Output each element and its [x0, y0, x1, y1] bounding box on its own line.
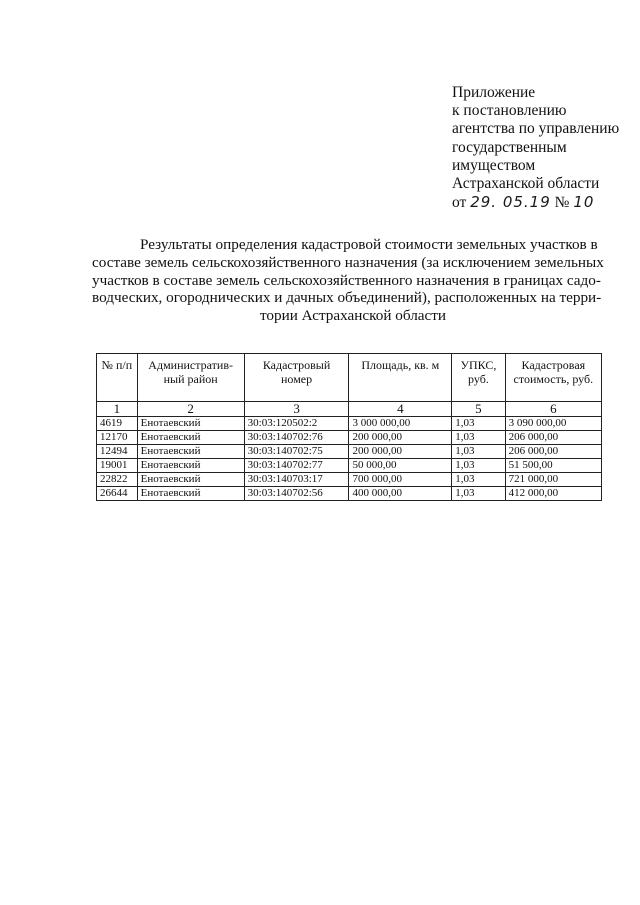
cadastral-value-table — [96, 353, 602, 501]
table-row — [97, 417, 602, 431]
column-number-row — [97, 402, 602, 417]
number-prefix: № — [554, 194, 570, 212]
cell-index: 26644 — [97, 487, 138, 501]
header-cadastral-number: Кадастровый номер — [244, 354, 349, 402]
header-upks: УПКС, руб. — [452, 354, 505, 402]
appendix-line: Астраханской области — [452, 175, 600, 193]
cell-cadastral-number: 30:03:120502:2 — [244, 417, 349, 431]
table-row — [97, 487, 602, 501]
cell-cadastral-value: 721 000,00 — [505, 473, 601, 487]
cell-index: 4619 — [97, 417, 138, 431]
document-title — [92, 236, 614, 325]
title-line: водческих, огороднических и дачных объединений), расположенных на терри- — [92, 289, 602, 307]
cell-upks: 1,03 — [452, 459, 505, 473]
date-prefix: от — [452, 194, 467, 212]
cell-area: 3 000 000,00 — [349, 417, 452, 431]
title-line: составе земель сельскохозяйственного назначения (за исключением земельных — [92, 253, 604, 271]
cell-cadastral-number: 30:03:140702:75 — [244, 445, 349, 459]
cell-cadastral-value: 206 000,00 — [505, 445, 601, 459]
cell-upks: 1,03 — [452, 487, 505, 501]
cell-cadastral-number: 30:03:140702:56 — [244, 487, 349, 501]
cell-cadastral-value: 206 000,00 — [505, 431, 601, 445]
table-row — [97, 473, 602, 487]
appendix-line: Приложение — [452, 84, 536, 101]
appendix-line: агентства по управлению — [452, 120, 620, 138]
column-number: 2 — [137, 402, 244, 417]
header-index: № п/п — [97, 354, 138, 402]
column-number: 5 — [452, 402, 505, 417]
appendix-line: к постановлению — [452, 102, 567, 120]
cell-area: 200 000,00 — [349, 445, 452, 459]
title-line: тории Астраханской области — [259, 307, 447, 325]
header-district: Административ-ный район — [137, 354, 244, 402]
cell-cadastral-number: 30:03:140702:77 — [244, 459, 349, 473]
cell-area: 400 000,00 — [349, 487, 452, 501]
cell-index: 12494 — [97, 445, 138, 459]
cell-cadastral-number: 30:03:140703:17 — [244, 473, 349, 487]
cell-area: 700 000,00 — [349, 473, 452, 487]
cell-cadastral-number: 30:03:140702:76 — [244, 431, 349, 445]
cell-upks: 1,03 — [452, 473, 505, 487]
cell-area: 200 000,00 — [349, 431, 452, 445]
table-row — [97, 431, 602, 445]
cell-index: 12170 — [97, 431, 138, 445]
cell-district: Енотаевский — [137, 487, 244, 501]
cell-cadastral-value: 3 090 000,00 — [505, 417, 601, 431]
title-line: Результаты определения кадастровой стоимости земельных участков в — [140, 236, 598, 253]
cell-district: Енотаевский — [137, 431, 244, 445]
column-number: 4 — [349, 402, 452, 417]
appendix-line: государственным — [452, 138, 567, 156]
cell-area: 50 000,00 — [349, 459, 452, 473]
header-area: Площадь, кв. м — [349, 354, 452, 402]
table-header-row — [97, 354, 602, 402]
column-number: 3 — [244, 402, 349, 417]
header-cadastral-value: Кадастровая стоимость, руб. — [505, 354, 601, 402]
cell-district: Енотаевский — [137, 459, 244, 473]
table-row — [97, 459, 602, 473]
cell-cadastral-value: 51 500,00 — [505, 459, 601, 473]
cell-district: Енотаевский — [137, 417, 244, 431]
column-number: 6 — [505, 402, 601, 417]
appendix-date-line — [452, 193, 632, 212]
cell-cadastral-value: 412 000,00 — [505, 487, 601, 501]
appendix-block — [452, 84, 632, 212]
column-number: 1 — [97, 402, 138, 417]
title-line: участков в составе земель сельскохозяйственного назначения в границах садо- — [92, 271, 601, 289]
cell-upks: 1,03 — [452, 445, 505, 459]
date-handwritten: 29. 05.19 — [470, 193, 551, 212]
cell-index: 19001 — [97, 459, 138, 473]
appendix-line: имуществом — [452, 156, 536, 174]
cell-district: Енотаевский — [137, 473, 244, 487]
cell-upks: 1,03 — [452, 431, 505, 445]
number-handwritten: 10 — [573, 193, 595, 212]
cell-district: Енотаевский — [137, 445, 244, 459]
cell-index: 22822 — [97, 473, 138, 487]
cell-upks: 1,03 — [452, 417, 505, 431]
table-row — [97, 445, 602, 459]
